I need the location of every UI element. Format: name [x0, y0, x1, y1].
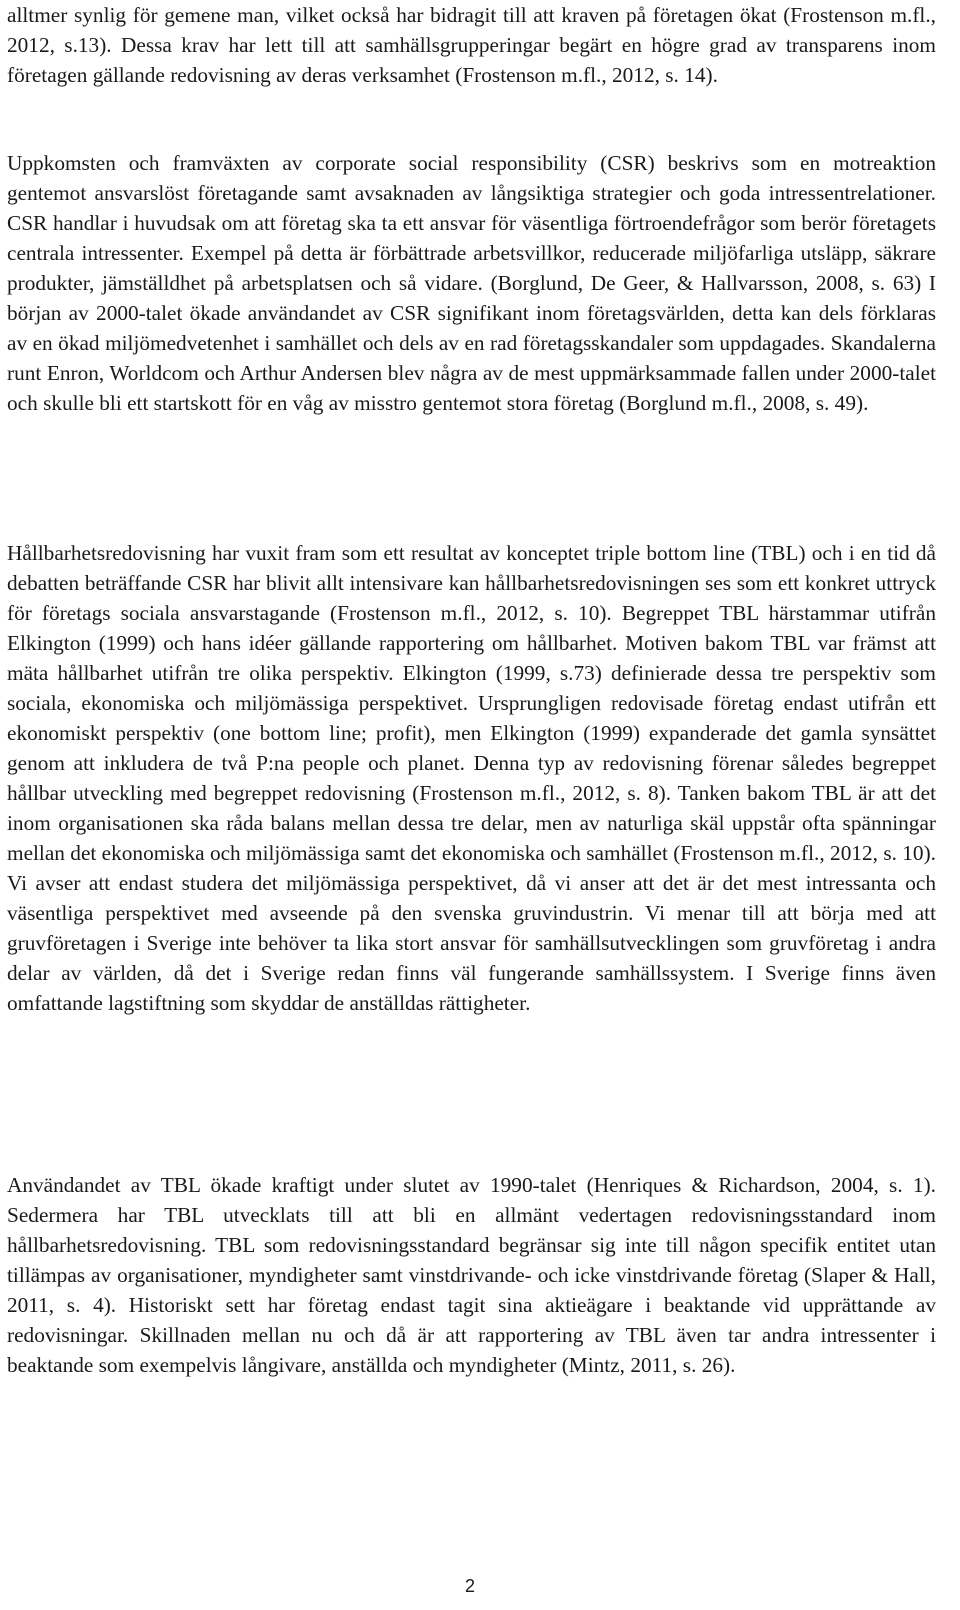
paragraph-tbl-usage: Användandet av TBL ökade kraftigt under slutet av 1990-talet (Henriques & Richardson, 2004, s. 1). Sedermera har TBL utvecklats till att bli en allmänt vedertagen redovisningsstandard inom hållbarhetsredovisning. TBL som redovisningsstandard begränsar sig inte till någon specifik entitet utan tillämpas av organisationer, myndigheter samt vinstdrivande- och icke vinstdrivande företag (Slaper & Hall, 2011, s. 4). Historiskt sett har företag endast tagit sina aktieägare i beaktande vid upprättande av redovisningar. Skillnaden mellan nu och då är att rapportering av TBL även tar andra intressenter i beaktande som exempelvis långivare, anställda och myndigheter (Mintz, 2011, s. 26).	[7, 1173, 936, 1377]
paragraph-csr: Uppkomsten och framväxten av corporate social responsibility (CSR) beskrivs som en motreaktion gentemot ansvarslöst företagande samt avsaknaden av långsiktiga strategier och goda intressentrelationer. CSR handlar i huvudsak om att företag ska ta ett ansvar för väsentliga förtroendefrågor som berör företagets centrala intressenter. Exempel på detta är förbättrade arbetsvillkor, reducerade miljöfarliga utsläpp, säkrare produkter, jämställdhet på arbetsplatsen och så vidare. (Borglund, De Geer, & Hallvarsson, 2008, s. 63) I början av 2000-talet ökade användandet av CSR signifikant inom företagsvärlden, detta kan dels förklaras av en ökad miljömedvetenhet i samhället och dels av en rad företagsskandaler som uppdagades. Skandalerna runt Enron, Worldcom och Arthur Andersen blev några av de mest uppmärksammade fallen under 2000-talet och skulle bli ett startskott för en våg av misstro gentemot stora företag (Borglund m.fl., 2008, s. 49).	[7, 151, 936, 415]
paragraph-intro-continuation: alltmer synlig för gemene man, vilket också har bidragit till att kraven på företagen ökat (Frostenson m.fl., 2012, s.13). Dessa krav har lett till att samhällsgrupperingar begärt en högre grad av transparens inom företagen gällande redovisning av deras verksamhet (Frostenson m.fl., 2012, s. 14).	[7, 3, 936, 87]
page-number: 2	[464, 1576, 475, 1596]
paragraph-tbl-sustainability-reporting: Hållbarhetsredovisning har vuxit fram som ett resultat av konceptet triple bottom line (TBL) och i en tid då debatten beträffande CSR har blivit allt intensivare kan hållbarhetsredovisningen ses som ett konkret uttryck för företags sociala ansvarstagande (Frostenson m.fl., 2012, s. 10). Begreppet TBL härstammar utifrån Elkington (1999) och hans idéer gällande rapportering om hållbarhet. Motiven bakom TBL var främst att mäta hållbarhet utifrån tre olika perspektiv. Elkington (1999, s.73) definierade dessa tre perspektiv som sociala, ekonomiska och miljömässiga perspektivet. Ursprungligen redovisade företag endast utifrån ett ekonomiskt perspektiv (one bottom line; profit), men Elkington (1999) expanderade det gamla synsättet genom att inkludera de två P:na people och planet. Denna typ av redovisning förenar således begreppet hållbar utveckling med begreppet redovisning (Frostenson m.fl., 2012, s. 8). Tanken bakom TBL är att det inom organisationen ska råda balans mellan dessa tre delar, men av naturliga skäl uppstår ofta spänningar mellan det ekonomiska och miljömässiga samt det ekonomiska och samhället (Frostenson m.fl., 2012, s. 10). Vi avser att endast studera det miljömässiga perspektivet, då vi anser att det är det mest intressanta och väsentliga perspektivet med avseende på den svenska gruvindustrin. Vi menar till att börja med att gruvföretagen i Sverige inte behöver ta lika stort ansvar för samhällsutvecklingen som gruvföretag i andra delar av världen, då det i Sverige redan finns väl fungerande samhällssystem. I Sverige finns även omfattande lagstiftning som skyddar de anställdas rättigheter.	[7, 541, 936, 1015]
